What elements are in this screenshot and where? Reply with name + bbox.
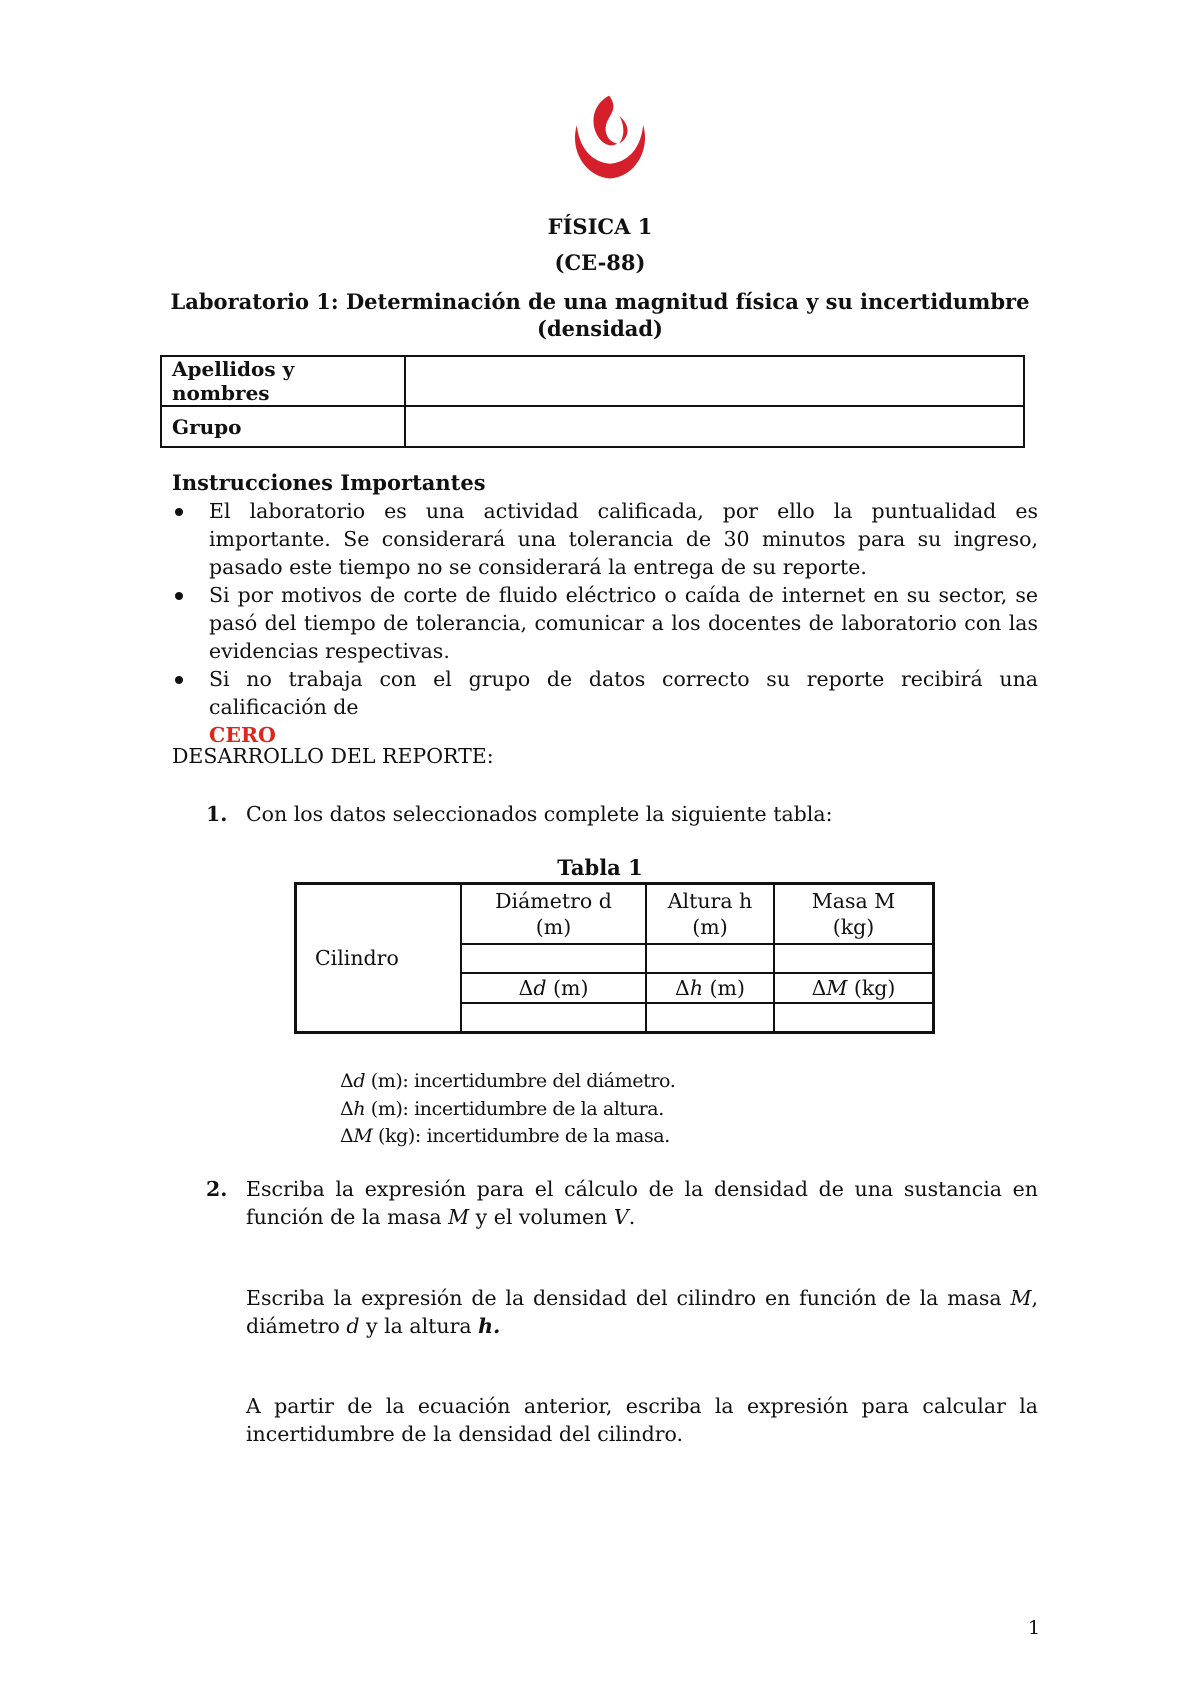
row-label-cilindro: Cilindro — [296, 884, 462, 1033]
group-field[interactable] — [405, 406, 1024, 447]
question-1 — [206, 800, 1038, 828]
name-row — [161, 356, 1024, 406]
course-code: (CE-88) — [554, 250, 646, 275]
instructions-title: Instrucciones Importantes — [172, 470, 486, 495]
masa-value-cell[interactable] — [774, 944, 934, 973]
question-number: 2. — [206, 1177, 228, 1201]
question-2 — [206, 1175, 1038, 1231]
group-label: Grupo — [161, 406, 405, 447]
page-number: 1 — [1028, 1617, 1041, 1639]
header-masa: Masa M (kg) — [774, 884, 934, 945]
grade-zero-emphasis: CERO — [209, 723, 276, 747]
instructions-list — [172, 497, 1038, 749]
course-title: FÍSICA 1 — [547, 214, 653, 239]
legend-delta-m: ΔM (kg): incertidumbre de la masa. — [340, 1125, 670, 1147]
lab-title: Laboratorio 1: Determinación de una magnitud física y su incertidumbre — [170, 289, 1030, 314]
lab-subtitle: (densidad) — [537, 316, 663, 341]
table-header-row — [296, 884, 934, 945]
header-diametro: Diámetro d (m) — [461, 884, 646, 945]
legend-delta-h: Δh (m): incertidumbre de la altura. — [340, 1097, 664, 1120]
legend-delta-d: Δd (m): incertidumbre del diámetro. — [340, 1070, 676, 1092]
bullet-icon — [175, 592, 183, 600]
group-row — [161, 406, 1024, 447]
name-label: Apellidos y nombres — [161, 356, 405, 406]
name-field[interactable] — [405, 356, 1024, 406]
development-title: DESARROLLO DEL REPORTE: — [172, 744, 494, 768]
list-item — [172, 665, 1038, 749]
student-info-table — [160, 355, 1025, 448]
question-number: 1. — [206, 802, 228, 826]
instruction-text: Si no trabaja con el grupo de datos correcto su reporte recibirá una calificación de — [209, 667, 1038, 719]
flame-logo-icon — [564, 92, 656, 184]
header-delta-h: Δh (m) — [646, 973, 774, 1003]
list-item — [172, 581, 1038, 665]
delta-m-value-cell[interactable] — [774, 1003, 934, 1033]
data-table — [294, 882, 935, 1034]
instruction-text: Si por motivos de corte de fluido eléctrico o caída de internet en su sector, se pasó del tiempo de tolerancia, comunicar a los docentes de laboratorio con las evidencias respectivas. — [209, 583, 1038, 663]
delta-d-value-cell[interactable] — [461, 1003, 646, 1033]
header-delta-d: Δd (m) — [461, 973, 646, 1003]
table-legend — [340, 1068, 675, 1151]
header-altura: Altura h (m) — [646, 884, 774, 945]
list-item — [172, 497, 1038, 581]
instruction-text: El laboratorio es una actividad calificada, por ello la puntualidad es importante. Se considerará una tolerancia de 30 minutos para su ingreso, pasado este tiempo no se considerará la entrega de su reporte. — [209, 499, 1038, 579]
bullet-icon — [175, 676, 183, 684]
question-text: Escriba la expresión para el cálculo de la densidad de una sustancia en función de la masa M y el volumen V. — [246, 1177, 1038, 1229]
altura-value-cell[interactable] — [646, 944, 774, 973]
delta-h-value-cell[interactable] — [646, 1003, 774, 1033]
header-delta-m: ΔM (kg) — [774, 973, 934, 1003]
table-caption: Tabla 1 — [557, 855, 643, 880]
bullet-icon — [175, 508, 183, 516]
question-text: Con los datos seleccionados complete la siguiente tabla: — [246, 802, 833, 826]
diametro-value-cell[interactable] — [461, 944, 646, 973]
question-2-part-b: Escriba la expresión de la densidad del cilindro en función de la masa M, diámetro d y la altura h. — [246, 1286, 1038, 1338]
question-2-part-c: A partir de la ecuación anterior, escriba la expresión para calcular la incertidumbre de la densidad del cilindro. — [246, 1394, 1038, 1446]
